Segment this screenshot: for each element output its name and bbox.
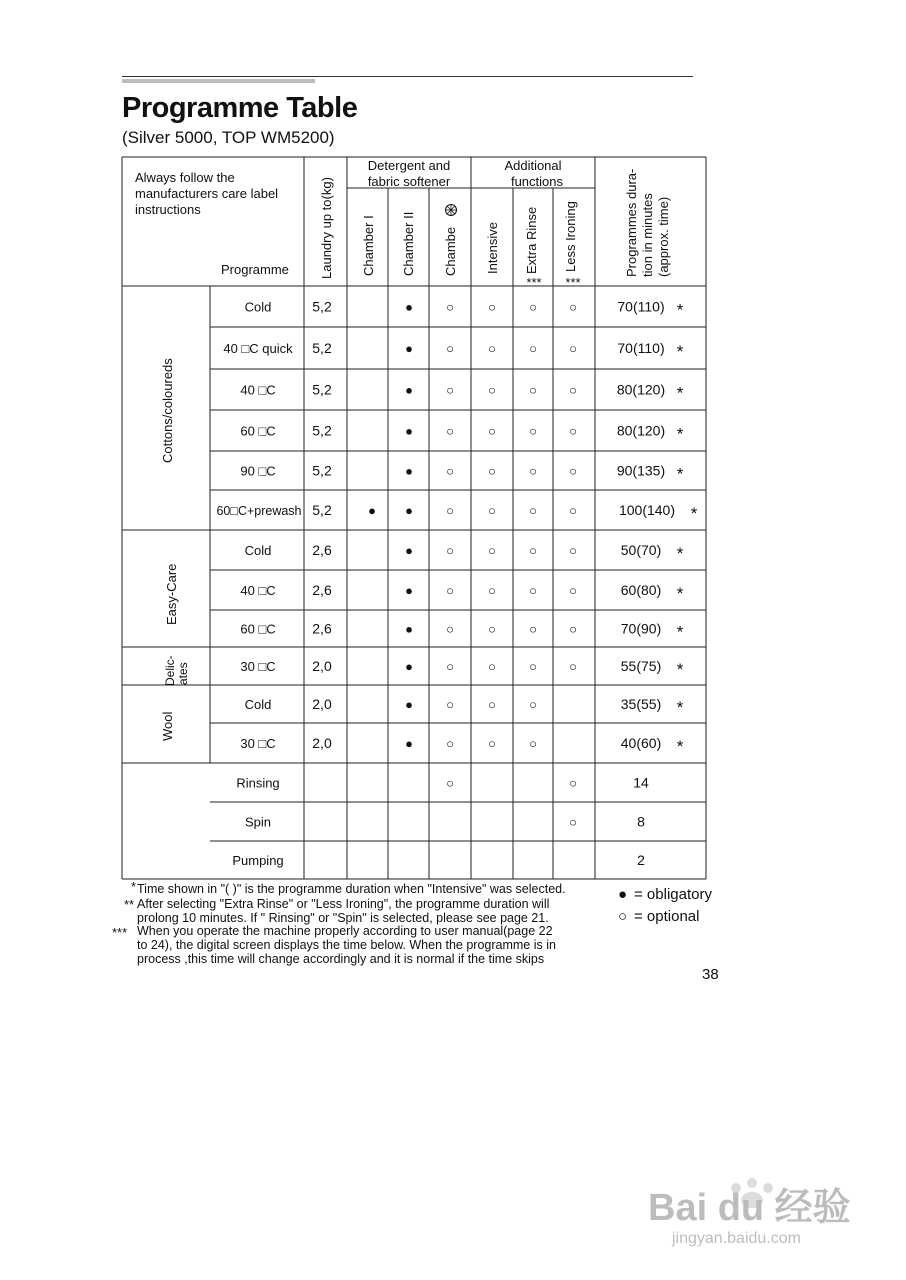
chamber-3-cell: ○ — [446, 659, 454, 674]
laundry-kg-cell: 5,2 — [312, 422, 332, 439]
laundry-kg-cell: 2,6 — [312, 582, 332, 598]
extra-rinse-cell: ○ — [529, 583, 537, 598]
laundry-kg-cell: 2,0 — [312, 735, 332, 751]
intensive-cell: ○ — [488, 341, 496, 356]
programme-cell: 60 □C — [240, 423, 276, 439]
intensive-cell: ○ — [488, 543, 496, 558]
chamber-3-cell: ○ — [446, 543, 454, 558]
legend-obligatory: = obligatory — [634, 886, 712, 903]
chamber-2-cell: ● — [405, 621, 413, 637]
flower-icon — [446, 205, 457, 216]
extra-rinse-cell: ○ — [529, 299, 537, 315]
less-ironing-cell: ○ — [569, 463, 577, 479]
care-label-line-1: Always follow the — [135, 170, 235, 185]
laundry-kg-cell: 2,6 — [312, 620, 332, 637]
laundry-kg-cell: 5,2 — [312, 502, 332, 518]
intensive-cell: ○ — [488, 503, 496, 518]
chamber-3-cell: ○ — [446, 299, 454, 315]
additional-header-line-2: functions — [510, 174, 564, 189]
group-label-delicates-line-2: ates — [176, 662, 190, 685]
intensive-cell: ○ — [488, 697, 496, 712]
intensive-cell: ○ — [488, 382, 496, 398]
duration-star: * — [676, 660, 684, 679]
duration-cell: 100(140) — [618, 502, 676, 518]
programme-cell: 90 □C — [240, 463, 276, 479]
chamber-2-cell: ● — [405, 659, 413, 674]
programme-cell: 40 □C — [240, 382, 276, 398]
laundry-kg-cell: 2,0 — [312, 696, 332, 712]
table-row — [245, 299, 684, 320]
chamber-2-cell: ● — [405, 341, 413, 356]
extra-rinse-cell: ○ — [529, 543, 537, 558]
duration-cell: 90(135) — [616, 462, 666, 479]
less-ironing-cell: ○ — [569, 299, 577, 315]
intensive-cell: ○ — [488, 659, 496, 674]
less-ironing-cell: ○ — [569, 775, 577, 791]
table-row — [223, 340, 683, 361]
table-body — [216, 299, 697, 869]
laundry-kg-cell: 2,6 — [312, 542, 332, 558]
duration-star: * — [676, 300, 684, 320]
chamber-3-cell: ○ — [446, 382, 454, 398]
legend-optional: = optional — [634, 908, 700, 925]
extra-rinse-cell: ○ — [529, 382, 537, 398]
extra-rinse-cell: ○ — [529, 621, 537, 637]
footnote-star-2: ** — [124, 897, 135, 912]
chamber-2-cell: ● — [405, 543, 413, 558]
footnote-1: Time shown in "( )" is the programme duration when "Intensive" was selected. — [137, 882, 566, 896]
footnote-3b: to 24), the digital screen displays the time below. When the programme is in — [137, 938, 556, 952]
table-row — [232, 852, 645, 868]
care-label-line-3: instructions — [135, 202, 201, 217]
programme-cell: Cold — [244, 543, 272, 558]
chamber-1-cell: ● — [368, 503, 376, 518]
baidu-watermark — [648, 1178, 851, 1247]
duration-cell: 8 — [637, 813, 645, 830]
duration-header-line-2: tion in minutes — [640, 193, 655, 277]
table-row — [240, 621, 683, 642]
programme-header: Programme — [221, 262, 289, 277]
programme-cell: Spin — [244, 814, 272, 830]
extra-rinse-cell: ○ — [529, 341, 537, 356]
chamber-1-header: Chamber I — [361, 215, 376, 276]
watermark-brand: Bai du 经验 — [648, 1187, 851, 1229]
duration-cell: 14 — [633, 774, 649, 791]
footnote-3a: When you operate the machine properly according to user manual(page 22 — [137, 924, 553, 938]
less-ironing-cell: ○ — [569, 621, 577, 637]
less-ironing-cell: ○ — [569, 503, 577, 518]
chamber-3-cell: ○ — [446, 583, 454, 598]
extra-rinse-header: Extra Rinse — [524, 206, 539, 274]
duration-star: * — [676, 698, 684, 717]
less-ironing-header: Less Ironing — [563, 201, 578, 272]
table-row — [245, 542, 684, 563]
duration-star: * — [676, 584, 684, 603]
programme-cell: 40 □C quick — [223, 341, 293, 356]
duration-star: * — [690, 504, 698, 523]
table-row — [240, 735, 683, 756]
less-ironing-cell: ○ — [569, 543, 577, 558]
chamber-3-cell: ○ — [446, 697, 454, 712]
footnote-2a: After selecting "Extra Rinse" or "Less Ironing", the programme duration will — [137, 897, 550, 911]
less-ironing-stars: *** — [565, 275, 581, 290]
chamber-2-cell: ● — [405, 697, 413, 712]
extra-rinse-cell: ○ — [529, 659, 537, 674]
intensive-cell: ○ — [488, 736, 496, 751]
extra-rinse-cell: ○ — [529, 503, 537, 518]
less-ironing-cell: ○ — [569, 583, 577, 598]
less-ironing-cell: ○ — [569, 382, 577, 398]
chamber-3-cell: ○ — [446, 775, 454, 791]
group-label-cottons: Cottons/coloureds — [160, 358, 175, 463]
table-row — [245, 696, 684, 717]
table-row — [240, 582, 683, 603]
programme-cell: 30 □C — [240, 736, 276, 751]
chamber-2-cell: ● — [405, 583, 413, 598]
programme-cell: Pumping — [232, 853, 284, 868]
page-subtitle: (Silver 5000, TOP WM5200) — [122, 128, 335, 147]
table-row — [236, 775, 649, 791]
chamber-2-cell: ● — [405, 503, 413, 518]
laundry-kg-cell: 2,0 — [312, 658, 332, 674]
footnote-star-3: *** — [112, 925, 128, 940]
duration-cell: 35(55) — [620, 696, 662, 712]
intensive-cell: ○ — [488, 463, 496, 479]
duration-cell: 2 — [637, 852, 645, 868]
duration-cell: 50(70) — [620, 542, 662, 558]
less-ironing-cell: ○ — [569, 659, 577, 674]
care-label-line-2: manufacturers care label — [135, 186, 279, 201]
legend-optional-symbol: ○ — [618, 908, 628, 925]
table-row — [245, 814, 645, 830]
laundry-kg-cell: 5,2 — [312, 462, 332, 479]
duration-cell: 70(90) — [620, 620, 662, 637]
page-title: Programme Table — [122, 92, 358, 124]
footnote-star-1: * — [131, 879, 137, 894]
extra-rinse-cell: ○ — [529, 697, 537, 712]
programme-cell: Cold — [244, 299, 272, 315]
programme-cell: 60□C+prewash — [216, 504, 302, 518]
duration-header-line-3: (approx. time) — [656, 196, 671, 277]
duration-cell: 80(120) — [616, 381, 666, 398]
chamber-3-cell: ○ — [446, 503, 454, 518]
duration-cell: 55(75) — [620, 658, 662, 674]
programme-cell: Rinsing — [236, 775, 280, 791]
footnote-2b: prolong 10 minutes. If " Rinsing" or "Spin" is selected, please see page 21. — [137, 911, 549, 925]
laundry-kg-cell: 5,2 — [312, 340, 332, 356]
programme-cell: 40 □C — [240, 583, 276, 598]
chamber-3-cell: ○ — [446, 736, 454, 751]
chamber-3-cell: ○ — [446, 423, 454, 439]
duration-star: * — [676, 342, 684, 361]
duration-star: * — [676, 383, 684, 403]
duration-star: * — [676, 737, 684, 756]
less-ironing-cell: ○ — [569, 814, 577, 830]
intensive-cell: ○ — [488, 423, 496, 439]
group-label-delicates-line-1: Delic- — [163, 655, 177, 686]
duration-star: * — [676, 544, 684, 563]
less-ironing-cell: ○ — [569, 341, 577, 356]
duration-star: * — [676, 622, 684, 642]
duration-cell: 80(120) — [616, 422, 666, 439]
duration-cell: 40(60) — [620, 735, 662, 751]
duration-cell: 60(80) — [620, 582, 662, 598]
chamber-2-cell: ● — [405, 736, 413, 751]
programme-cell: 60 □C — [240, 621, 276, 637]
duration-cell: 70(110) — [617, 298, 665, 315]
less-ironing-cell: ○ — [569, 423, 577, 439]
table-row — [240, 463, 683, 484]
extra-rinse-cell: ○ — [529, 736, 537, 751]
intensive-cell: ○ — [488, 299, 496, 315]
table-row — [240, 658, 683, 679]
chamber-2-cell: ● — [405, 463, 413, 479]
laundry-kg-cell: 5,2 — [312, 381, 332, 398]
detergent-header-line-1: Detergent and — [367, 158, 451, 173]
chamber-3-cell: ○ — [446, 463, 454, 479]
duration-header-line-1: Programmes dura- — [624, 168, 639, 277]
page-number: 38 — [702, 966, 719, 983]
table-row — [216, 502, 697, 523]
chamber-2-cell: ● — [405, 299, 413, 315]
table-row — [240, 423, 683, 444]
chamber-3-header: Chambe — [443, 226, 458, 276]
chamber-2-cell: ● — [405, 423, 413, 439]
intensive-cell: ○ — [488, 583, 496, 598]
table-row — [240, 382, 683, 403]
extra-rinse-cell: ○ — [529, 463, 537, 479]
laundry-header: Laundry up to(kg) — [319, 177, 334, 279]
legend-obligatory-symbol: ● — [618, 886, 628, 903]
programme-cell: Cold — [244, 697, 272, 712]
laundry-kg-cell: 5,2 — [312, 298, 332, 315]
chamber-2-header: Chamber II — [401, 211, 416, 276]
detergent-header-line-2: fabric softener — [367, 174, 451, 189]
programme-cell: 30 □C — [240, 659, 276, 674]
chamber-3-cell: ○ — [446, 341, 454, 356]
extra-rinse-stars: *** — [526, 275, 542, 290]
duration-star: * — [676, 464, 684, 484]
duration-star: * — [676, 424, 684, 444]
group-label-wool: Wool — [160, 711, 175, 741]
additional-header-line-1: Additional — [504, 158, 562, 173]
group-label-easy-care: Easy-Care — [164, 563, 179, 625]
extra-rinse-cell: ○ — [529, 423, 537, 439]
intensive-cell: ○ — [488, 621, 496, 637]
chamber-2-cell: ● — [405, 382, 413, 398]
duration-cell: 70(110) — [617, 340, 665, 356]
footnote-3c: process ,this time will change accordingly and it is normal if the time skips — [137, 952, 545, 966]
chamber-3-cell: ○ — [446, 621, 454, 637]
intensive-header: Intensive — [485, 221, 500, 274]
watermark-url: jingyan.baidu.com — [672, 1230, 801, 1247]
